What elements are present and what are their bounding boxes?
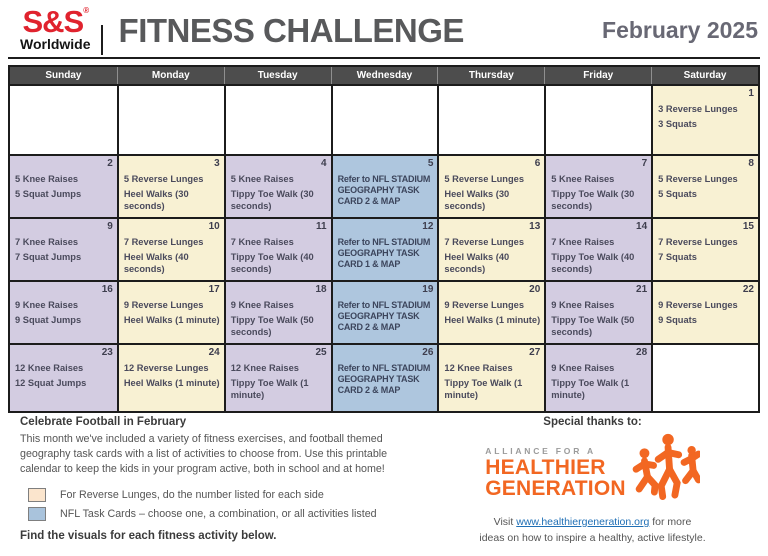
calendar-week-row [10, 154, 758, 217]
find-visuals-note: Find the visuals for each fitness activity below. [20, 529, 277, 542]
calendar-cell-empty [651, 343, 758, 411]
day-header-wednesday: Wednesday [331, 67, 438, 84]
calendar-cell-empty [331, 86, 438, 154]
footer-left-column [20, 416, 425, 547]
cell-activity-line: 3 Reverse Lunges [658, 104, 738, 114]
calendar-cell-day-12 [331, 217, 438, 280]
calendar-cell-day-16 [10, 280, 117, 343]
calendar-cell-empty [224, 86, 331, 154]
special-thanks-label: Special thanks to: [543, 416, 642, 428]
cell-activity-line: 12 Squat Jumps [15, 378, 87, 389]
cell-activity-line: Tippy Toe Walk (1 minute) [444, 378, 523, 400]
healthiergeneration-link[interactable]: www.healthiergeneration.org [516, 516, 650, 528]
footer-right-column [425, 416, 760, 547]
running-children-icon [630, 432, 700, 513]
cell-date: 8 [748, 158, 754, 169]
cell-activity-line: 7 Knee Raises [551, 237, 615, 247]
calendar-cell-day-9 [10, 217, 117, 280]
day-header-saturday: Saturday [651, 67, 758, 84]
calendar-cell-day-11 [224, 217, 331, 280]
cell-date: 7 [641, 158, 648, 169]
calendar-cell-day-22 [651, 280, 758, 343]
cell-date: 2 [107, 158, 113, 169]
footer-description: This month we've included a variety of fitness exercises, and football themed geography task cards with a list of activities to choose from. Use this printable calendar to keep the kids in your program active, both in school and at home! [20, 433, 388, 476]
day-header-friday: Friday [544, 67, 651, 84]
cell-activity-line: Heel Walks (40 seconds) [123, 252, 189, 274]
legend-label-reverse-lunges: For Reverse Lunges, do the number listed for each side [60, 488, 324, 501]
cell-date: 21 [636, 284, 648, 295]
ahg-logo-line2: HEALTHIER [485, 455, 606, 479]
cell-activity-line: 5 Reverse Lunges [658, 174, 738, 184]
cell-date: 6 [534, 158, 541, 169]
page-title: FITNESS CHALLENGE [118, 11, 464, 49]
cell-date: 24 [208, 347, 220, 358]
cell-activity-line: Refer to NFL STADIUM GEOGRAPHY TASK CARD 2 & MAP [337, 174, 431, 206]
calendar-week-row [10, 280, 758, 343]
cell-date: 25 [315, 347, 327, 358]
calendar-cell-day-24 [117, 343, 224, 411]
cell-activity-line: 5 Knee Raises [551, 174, 615, 184]
cell-date: 11 [315, 221, 327, 232]
ss-logo-subtext: Worldwide [20, 36, 91, 53]
calendar-cell-day-27 [437, 343, 544, 411]
calendar-cell-day-14 [544, 217, 651, 280]
calendar-cell-day-2 [10, 154, 117, 217]
cell-date: 26 [422, 347, 434, 358]
cell-date: 4 [321, 158, 327, 169]
cell-date: 10 [208, 221, 220, 232]
calendar-cell-day-10 [117, 217, 224, 280]
cell-activity-line: Tippy Toe Walk (50 seconds) [230, 315, 314, 337]
cell-activity-line: Refer to NFL STADIUM GEOGRAPHY TASK CARD 2 & MAP [337, 300, 431, 332]
cell-date: 20 [529, 284, 541, 295]
cell-activity-line: 7 Reverse Lunges [658, 237, 738, 247]
cell-activity-line: Heel Walks (1 minute) [444, 315, 541, 326]
visit-suffix: for more [649, 516, 692, 528]
legend-swatch-blue [28, 507, 46, 521]
calendar-cell-day-23 [10, 343, 117, 411]
cell-activity-line: 5 Reverse Lunges [123, 174, 204, 184]
cell-activity-line: 5 Squat Jumps [15, 189, 82, 200]
cell-activity-line: Heel Walks (30 seconds) [444, 189, 510, 211]
fitness-calendar [8, 65, 760, 413]
page-header [8, 4, 760, 59]
cell-activity-line: 9 Squat Jumps [15, 315, 82, 326]
cell-activity-line: 5 Knee Raises [15, 174, 79, 184]
cell-activity-line: 9 Knee Raises [551, 363, 615, 373]
header-divider [101, 25, 103, 55]
cell-date: 27 [529, 347, 541, 358]
day-header-tuesday: Tuesday [224, 67, 331, 84]
cell-activity-line: 7 Squats [658, 252, 697, 263]
cell-activity-line: 5 Knee Raises [230, 174, 294, 184]
legend-item-reverse-lunges [20, 488, 425, 502]
legend-item-nfl-task-cards [20, 507, 425, 521]
cell-activity-line: 9 Reverse Lunges [658, 300, 738, 310]
calendar-day-header-row [10, 67, 758, 86]
calendar-cell-day-20 [437, 280, 544, 343]
calendar-cell-day-8 [651, 154, 758, 217]
cell-date: 3 [214, 158, 220, 169]
cell-date: 12 [422, 221, 434, 232]
calendar-cell-empty [544, 86, 651, 154]
calendar-week-row [10, 217, 758, 280]
cell-date: 17 [208, 284, 220, 295]
cell-activity-line: 5 Squats [658, 189, 697, 200]
cell-activity-line: Refer to NFL STADIUM GEOGRAPHY TASK CARD 1 & MAP [337, 237, 431, 269]
cell-date: 23 [101, 347, 113, 358]
cell-activity-line: Heel Walks (1 minute) [123, 315, 220, 326]
calendar-cell-day-5 [331, 154, 438, 217]
calendar-cell-day-21 [544, 280, 651, 343]
cell-date: 1 [748, 88, 754, 99]
calendar-weeks [10, 86, 758, 411]
cell-activity-line: Refer to NFL STADIUM GEOGRAPHY TASK CARD 2 & MAP [337, 363, 431, 395]
cell-date: 5 [427, 158, 434, 169]
page-footer [20, 416, 760, 547]
legend [20, 488, 425, 521]
day-header-monday: Monday [117, 67, 224, 84]
cell-activity-line: Tippy Toe Walk (1 minute) [230, 378, 309, 400]
footer-heading: Celebrate Football in February [20, 416, 187, 428]
cell-activity-line: 9 Reverse Lunges [444, 300, 524, 310]
calendar-cell-day-13 [437, 217, 544, 280]
calendar-cell-empty [437, 86, 544, 154]
cell-activity-line: 7 Knee Raises [15, 237, 79, 247]
ahg-logo-line1: ALLIANCE FOR A [485, 445, 596, 456]
cell-activity-line: Tippy Toe Walk (40 seconds) [230, 252, 314, 274]
calendar-cell-day-4 [224, 154, 331, 217]
visit-text [425, 515, 760, 547]
cell-date: 22 [742, 284, 754, 295]
cell-date: 13 [529, 221, 541, 232]
cell-activity-line: Tippy Toe Walk (30 seconds) [551, 189, 635, 211]
cell-date: 19 [422, 284, 434, 295]
ss-logo-text: S&S® [22, 3, 89, 39]
cell-date: 18 [315, 284, 327, 295]
cell-activity-line: 5 Reverse Lunges [444, 174, 524, 184]
cell-date: 14 [636, 221, 648, 232]
calendar-cell-empty [117, 86, 224, 154]
cell-activity-line: 9 Reverse Lunges [123, 300, 204, 310]
calendar-cell-day-17 [117, 280, 224, 343]
cell-activity-line: 7 Reverse Lunges [444, 237, 524, 247]
cell-activity-line: Tippy Toe Walk (40 seconds) [551, 252, 635, 274]
calendar-week-row [10, 86, 758, 154]
cell-activity-line: 9 Squats [658, 315, 697, 326]
cell-activity-line: 12 Reverse Lunges [123, 363, 209, 373]
day-header-sunday: Sunday [45, 70, 82, 81]
cell-activity-line: 12 Knee Raises [444, 363, 513, 373]
calendar-cell-day-26 [331, 343, 438, 411]
cell-activity-line: 12 Knee Raises [15, 363, 84, 373]
ahg-logo-text [485, 446, 625, 500]
month-label: February 2025 [602, 17, 758, 43]
visit-prefix: Visit [493, 516, 517, 528]
cell-activity-line: 9 Knee Raises [15, 300, 79, 310]
cell-activity-line: 7 Knee Raises [230, 237, 294, 247]
day-header-thursday: Thursday [437, 67, 544, 84]
calendar-cell-day-6 [437, 154, 544, 217]
visit-line2: ideas on how to inspire a healthy, active lifestyle. [479, 531, 706, 544]
cell-date: 28 [636, 347, 648, 358]
cell-activity-line: Tippy Toe Walk (1 minute) [551, 378, 630, 400]
cell-activity-line: 12 Knee Raises [230, 363, 299, 373]
cell-activity-line: 7 Reverse Lunges [123, 237, 204, 247]
calendar-cell-day-3 [117, 154, 224, 217]
registered-mark: ® [83, 5, 89, 15]
calendar-cell-day-19 [331, 280, 438, 343]
calendar-cell-day-7 [544, 154, 651, 217]
cell-activity-line: 7 Squat Jumps [15, 252, 82, 263]
cell-activity-line: Heel Walks (40 seconds) [444, 252, 510, 274]
ss-worldwide-logo [8, 3, 99, 54]
cell-date: 15 [742, 221, 754, 232]
legend-label-nfl-task-cards: NFL Task Cards – choose one, a combination, or all activities listed [60, 507, 377, 520]
ahg-logo [425, 432, 760, 513]
calendar-cell-empty [10, 86, 117, 154]
cell-date: 16 [101, 284, 113, 295]
legend-swatch-peach [28, 488, 46, 502]
cell-activity-line: Heel Walks (1 minute) [123, 378, 220, 389]
cell-activity-line: 9 Knee Raises [230, 300, 294, 310]
calendar-cell-day-25 [224, 343, 331, 411]
cell-activity-line: 9 Knee Raises [551, 300, 615, 310]
calendar-cell-day-1 [651, 86, 758, 154]
cell-activity-line: Heel Walks (30 seconds) [123, 189, 189, 211]
calendar-cell-day-18 [224, 280, 331, 343]
cell-date: 9 [107, 221, 113, 232]
calendar-cell-day-28 [544, 343, 651, 411]
calendar-cell-day-15 [651, 217, 758, 280]
cell-activity-line: 3 Squats [658, 119, 697, 130]
cell-activity-line: Tippy Toe Walk (50 seconds) [551, 315, 635, 337]
ahg-logo-line3: GENERATION [485, 477, 626, 500]
cell-activity-line: Tippy Toe Walk (30 seconds) [230, 189, 314, 211]
calendar-week-row [10, 343, 758, 411]
